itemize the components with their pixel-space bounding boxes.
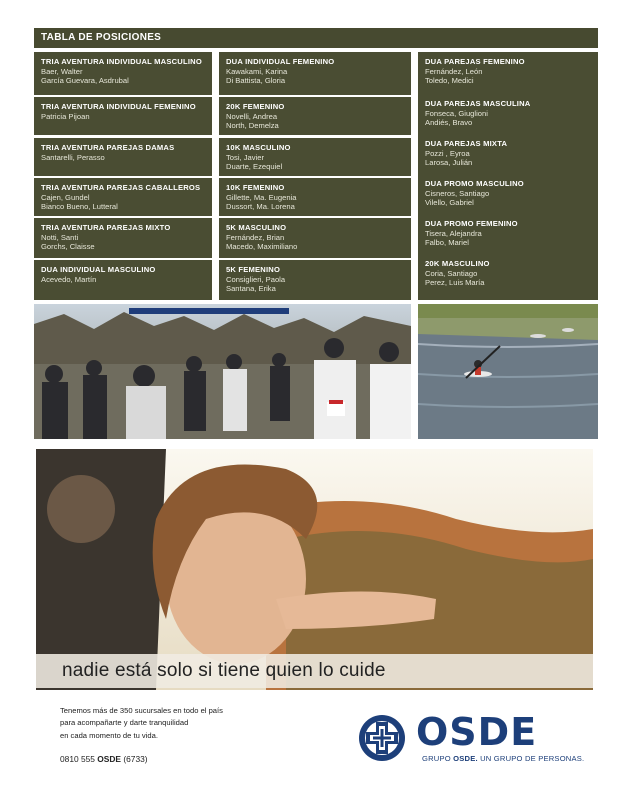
category-title: TRIA AVENTURA INDIVIDUAL FEMENINO xyxy=(41,102,196,111)
category-title: DUA PROMO MASCULINO xyxy=(425,179,524,188)
athlete-name: Patricia Pijoan xyxy=(41,111,90,121)
standings-box xyxy=(34,178,212,216)
standings-box xyxy=(219,97,411,135)
athlete-name: Gillette, Ma. Eugenia xyxy=(226,192,297,202)
athlete-name: Pozzi , Eyroa xyxy=(425,148,470,158)
category-title: DUA INDIVIDUAL MASCULINO xyxy=(41,265,156,274)
standings-box xyxy=(418,52,598,94)
ad-copy-line: Tenemos más de 350 sucursales en todo el país xyxy=(60,706,223,715)
standings-box xyxy=(34,97,212,135)
standings-box xyxy=(418,214,598,254)
category-title: 20K MASCULINO xyxy=(425,259,490,268)
category-title: DUA PROMO FEMENINO xyxy=(425,219,518,228)
runners-photo xyxy=(34,304,411,439)
athlete-name: Larosa, Julián xyxy=(425,158,473,168)
standings-box xyxy=(34,138,212,176)
standings-box xyxy=(418,134,598,174)
ad-copy xyxy=(60,705,300,742)
standings-box xyxy=(219,178,411,216)
athlete-name: Falbo, Mariel xyxy=(425,238,469,248)
athlete-name: Perez, Luis María xyxy=(425,278,485,288)
athlete-name: Gorchs, Claisse xyxy=(41,242,95,252)
category-title: TRIA AVENTURA PAREJAS DAMAS xyxy=(41,143,175,152)
athlete-name: Notti, Santi xyxy=(41,232,79,242)
phone-brand: OSDE xyxy=(97,754,122,764)
athlete-name: Kawakami, Karina xyxy=(226,66,288,76)
tagline-brand: OSDE. xyxy=(453,754,478,763)
standings-box xyxy=(418,94,598,134)
osde-logo-icon xyxy=(357,713,407,763)
athlete-name: Fernández, Brian xyxy=(226,232,285,242)
tagline-suffix: UN GRUPO DE PERSONAS. xyxy=(480,754,585,763)
standings-box xyxy=(34,52,212,95)
standings-box xyxy=(34,260,212,300)
athlete-name: Fonseca, Giuglioni xyxy=(425,108,488,118)
athlete-name: Santana, Erika xyxy=(226,284,276,294)
athlete-name: Coria, Santiago xyxy=(425,268,478,278)
category-title: DUA PAREJAS FEMENINO xyxy=(425,57,525,66)
athlete-name: Fernández, León xyxy=(425,66,483,76)
athlete-name: Vilello, Gabriel xyxy=(425,198,474,208)
standings-title: TABLA DE POSICIONES xyxy=(41,32,162,43)
standings-box xyxy=(418,174,598,214)
category-title: DUA PAREJAS MIXTA xyxy=(425,139,508,148)
ad-copy-line: para acompañarte y darte tranquilidad xyxy=(60,718,189,728)
kayak-photo xyxy=(418,304,598,439)
category-title: 10K FEMENINO xyxy=(226,183,285,192)
athlete-name: North, Demelza xyxy=(226,121,279,131)
athlete-name: Macedo, Maximiliano xyxy=(226,242,298,252)
standings-box xyxy=(219,138,411,176)
category-title: 5K MASCULINO xyxy=(226,223,287,232)
standings-box xyxy=(34,218,212,258)
athlete-name: Santarelli, Perasso xyxy=(41,152,105,162)
athlete-name: Toledo, Medici xyxy=(425,76,474,86)
athlete-name: García Guevara, Asdrubal xyxy=(41,76,129,86)
tagline-prefix: GRUPO xyxy=(422,754,451,763)
category-title: DUA PAREJAS MASCULINA xyxy=(425,99,531,108)
standings-header xyxy=(34,28,598,48)
phone-digits: 0810 555 xyxy=(60,754,95,764)
athlete-name: Tosi, Javier xyxy=(226,152,264,162)
category-title: TRIA AVENTURA INDIVIDUAL MASCULINO xyxy=(41,57,202,66)
standings-box xyxy=(219,260,411,300)
osde-logo: OSDE xyxy=(416,710,538,754)
athlete-name: Cajen, Gundel xyxy=(41,192,90,202)
phone-number xyxy=(60,754,148,764)
ad-slogan: nadie está solo si tiene quien lo cuide xyxy=(36,654,593,688)
standings-box xyxy=(219,218,411,258)
category-title: 5K FEMENINO xyxy=(226,265,281,274)
ad-copy-line: en cada momento de tu vida. xyxy=(60,730,158,740)
category-title: TRIA AVENTURA PAREJAS MIXTO xyxy=(41,223,171,232)
athlete-name: Bianco Bueno, Lutteral xyxy=(41,202,118,212)
category-title: TRIA AVENTURA PAREJAS CABALLEROS xyxy=(41,183,201,192)
phone-code: (6733) xyxy=(123,754,148,764)
category-title: 20K FEMENINO xyxy=(226,102,285,111)
athlete-name: Cisneros, Santiago xyxy=(425,188,490,198)
category-title: 10K MASCULINO xyxy=(226,143,291,152)
athlete-name: Novelli, Andrea xyxy=(226,111,278,121)
athlete-name: Duarte, Ezequiel xyxy=(226,162,283,172)
athlete-name: Baer, Walter xyxy=(41,66,83,76)
standings-box xyxy=(219,52,411,95)
athlete-name: Consiglieri, Paola xyxy=(226,274,286,284)
category-title: DUA INDIVIDUAL FEMENINO xyxy=(226,57,335,66)
athlete-name: Tisera, Alejandra xyxy=(425,228,482,238)
standings-box xyxy=(418,254,598,300)
athlete-name: Acevedo, Martín xyxy=(41,274,97,284)
athlete-name: Dussort, Ma. Lorena xyxy=(226,202,295,212)
athlete-name: Di Battista, Gloria xyxy=(226,76,286,86)
athlete-name: Andiés, Bravo xyxy=(425,118,473,128)
osde-tagline xyxy=(422,754,584,763)
